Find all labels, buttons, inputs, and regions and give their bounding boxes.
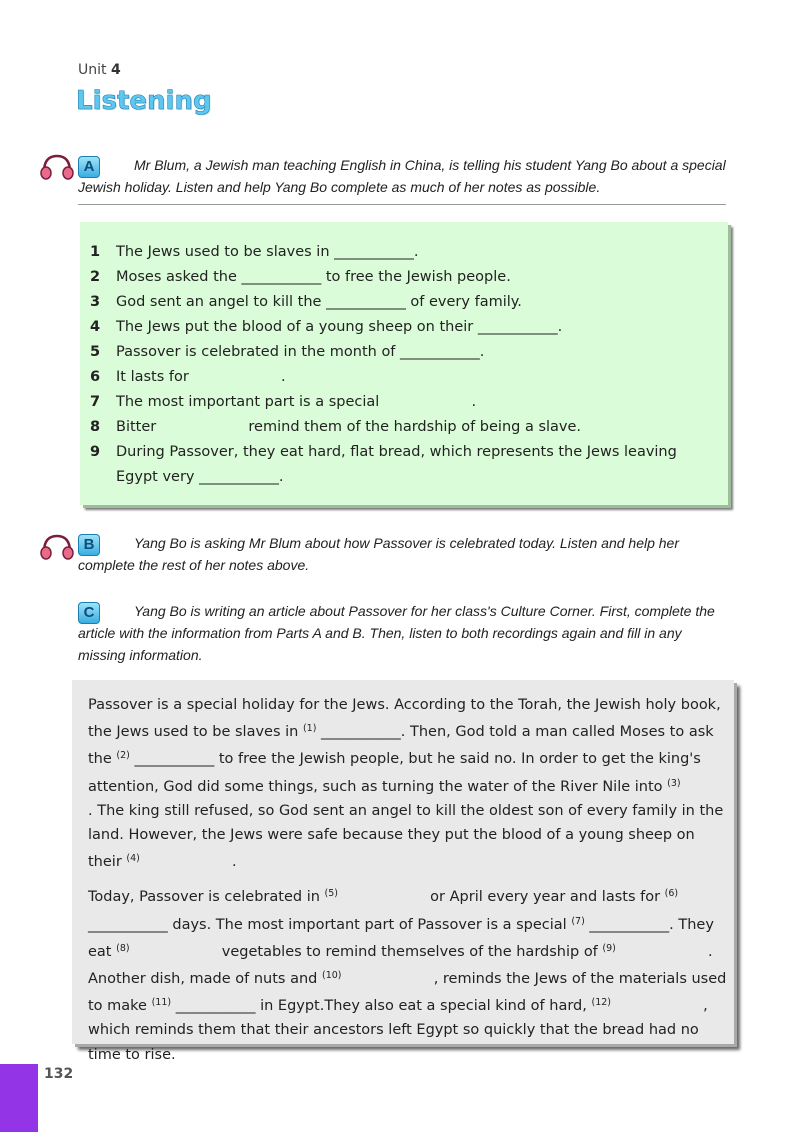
note-item: 7 The most important part is a special .: [90, 394, 477, 410]
note-item: 9 During Passover, they eat hard, flat bread, which represents the Jews leaving Egypt very ___________.: [90, 444, 677, 485]
note-item: 4 The Jews put the blood of a young sheep on their ___________.: [90, 319, 563, 335]
headphones-icon: [38, 532, 76, 562]
divider: [78, 204, 726, 205]
headphones-icon: [38, 152, 76, 182]
section-b-badge: B: [78, 534, 100, 556]
unit-number: 4: [110, 62, 121, 78]
section-a-badge: A: [78, 156, 100, 178]
note-item: 8 Bitter remind them of the hardship of being a slave.: [90, 419, 582, 435]
note-item: 5 Passover is celebrated in the month of ___________.: [90, 344, 485, 360]
article-paragraph-2: Today, Passover is celebrated in $^{(5)}$ or April every year and lasts for $^{(6)}$ ___________ days. The most important part of Passover is a special $^{(7)}$ ___________. They eat $^{(8)}$ vegetables to remind themselves of the hardship of $^{(9)}$ . Another dish, made of nuts and $^{(10)}$ , reminds the Jews of the materials used to make $^{(11)}$ ___________ in Egypt.They also eat a special kind of hard, $^{(12)}$ , which reminds them that their ancestors left Egypt so quickly that the bread had no time to rise.: [88, 888, 731, 1063]
article-paragraph-1: Passover is a special holiday for the Jews. According to the Torah, the Jewish holy book, the Jews used to be slaves in $^{(1)}$ ___________. Then, God told a man called Moses to ask the $^{(2)}$ ___________ to free the Jewish people, but he said no. In order to get the king's attention, God did some things, such as turning the water of the River Nile into $^{(3)}$ . The king still refused, so God sent an angel to kill the oldest son of every family in the land. However, the Jews were safe because they put the blood of a young sheep on their $^{(4)}$ .: [88, 697, 773, 871]
unit-label: Unit 4: [78, 62, 121, 78]
note-item: 1 The Jews used to be slaves in ___________.: [90, 244, 419, 260]
section-c-badge: C: [78, 602, 100, 624]
note-item: 2 Moses asked the ___________ to free the Jewish people.: [90, 269, 511, 285]
section-c-instruction: Yang Bo is writing an article about Passover for her class's Culture Corner. First, complete the article with the information from Parts A and B. Then, listen to both recordings again and fill in any missing information.: [78, 603, 715, 663]
notes-list: [90, 240, 720, 490]
section-b-instruction: Yang Bo is asking Mr Blum about how Passover is celebrated today. Listen and help her complete the rest of her notes above.: [78, 535, 680, 573]
page-tab: [0, 1064, 38, 1132]
article: [88, 693, 773, 1075]
page-title: Listening: [76, 86, 212, 116]
section-a-instruction: Mr Blum, a Jewish man teaching English in China, is telling his student Yang Bo about a special Jewish holiday. Listen and help Yang Bo complete as much of her notes as possible.: [78, 157, 726, 195]
note-item: 3 God sent an angel to kill the ___________ of every family.: [90, 294, 522, 310]
note-item: 6 It lasts for .: [90, 369, 286, 385]
page-number: 132: [44, 1066, 74, 1082]
